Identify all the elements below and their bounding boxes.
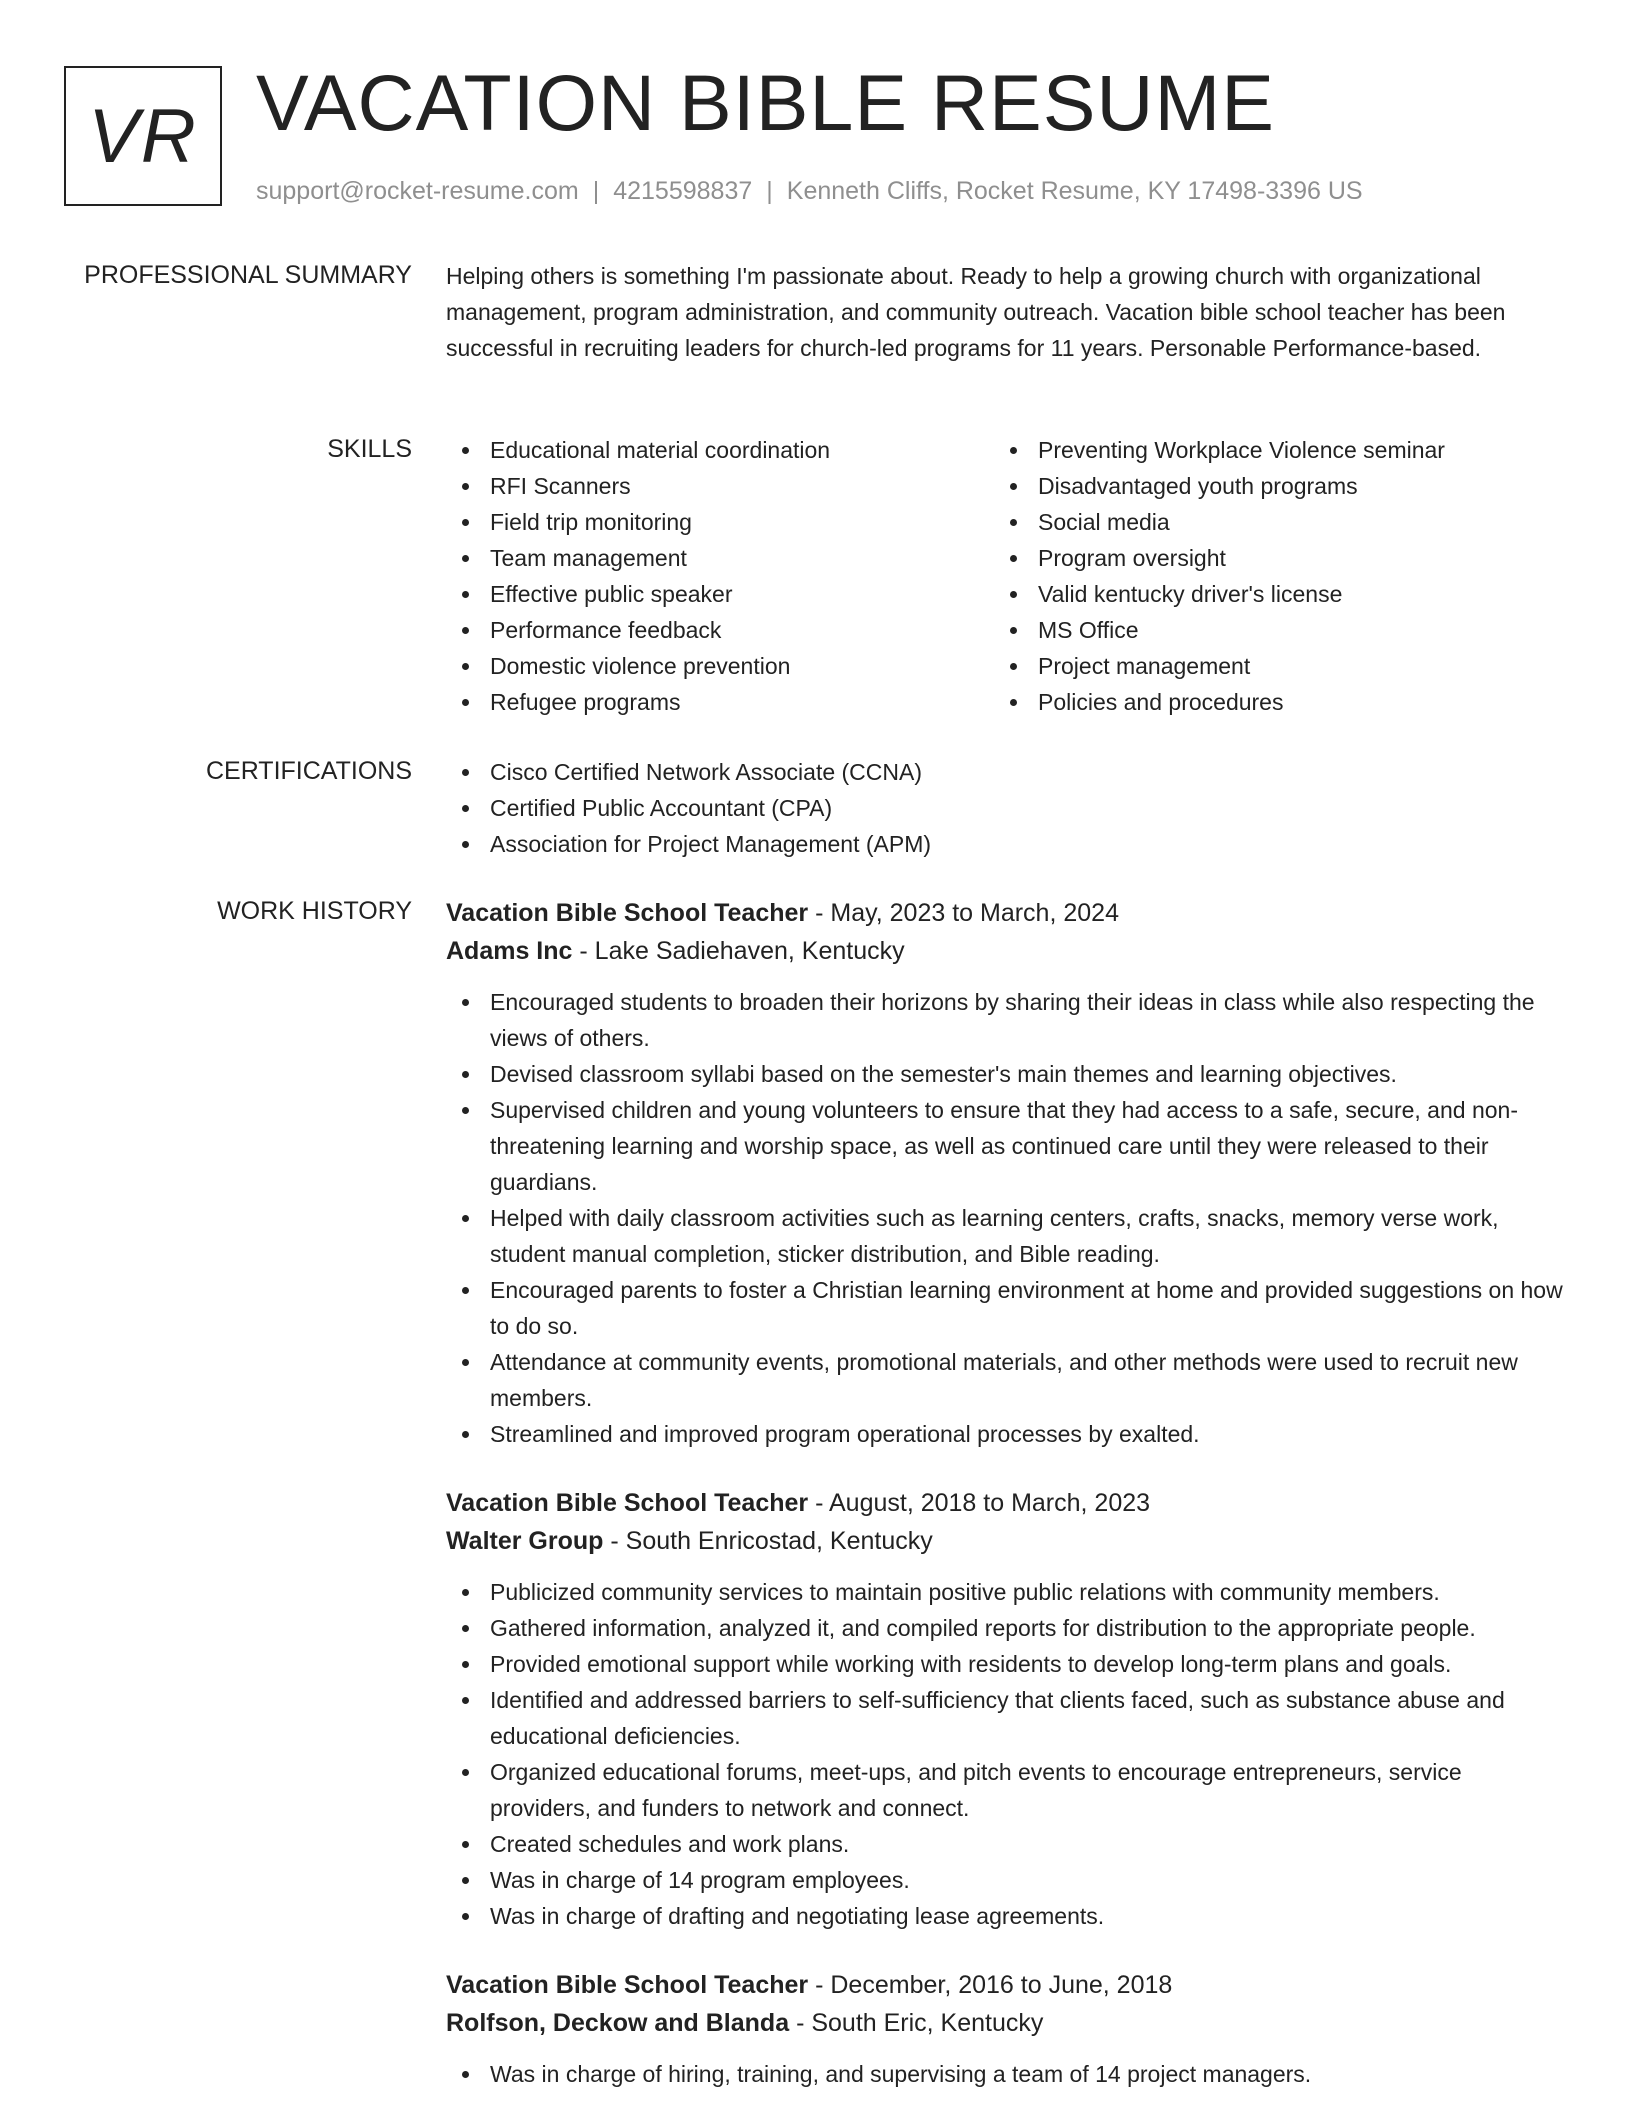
job-bullet: Organized educational forums, meet-ups, and pitch events to encourage entrepreneurs, service providers, and funders to network and connect.: [446, 1754, 1566, 1826]
job-bullet: Encouraged students to broaden their horizons by sharing their ideas in class while also respecting the views of others.: [446, 984, 1566, 1056]
job-bullet: Was in charge of hiring, training, and supervising a team of 14 project managers.: [446, 2056, 1566, 2092]
job-bullet: Helped with daily classroom activities such as learning centers, crafts, snacks, memory verse work, student manual completion, sticker distribution, and Bible reading.: [446, 1200, 1566, 1272]
summary-text: Helping others is something I'm passionate about. Ready to help a growing church with organizational management, program administration, and community outreach. Vacation bible school teacher has been successful in recruiting leaders for church-led programs for 11 years. Personable Performance-based.: [446, 263, 1506, 361]
job-location: - Lake Sadiehaven, Kentucky: [579, 937, 905, 965]
contact-separator: |: [592, 177, 600, 205]
summary-label: PROFESSIONAL SUMMARY: [84, 261, 412, 289]
skill-item: Preventing Workplace Violence seminar: [994, 432, 1542, 468]
job-title-line: [446, 1966, 1566, 2004]
skills-list-left: [446, 432, 994, 720]
skill-item: Project management: [994, 648, 1542, 684]
job-company: Adams Inc: [446, 937, 573, 965]
job-dates: - August, 2018 to March, 2023: [815, 1489, 1151, 1517]
monogram-box: [64, 66, 222, 206]
skill-item: Effective public speaker: [446, 576, 994, 612]
job-bullet: Devised classroom syllabi based on the semester's main themes and learning objectives.: [446, 1056, 1566, 1092]
resume-title: VACATION BIBLE RESUME: [256, 58, 1275, 147]
job-bullets: [446, 1574, 1566, 1934]
job-bullet: Was in charge of drafting and negotiating lease agreements.: [446, 1898, 1566, 1934]
skill-item: Field trip monitoring: [446, 504, 994, 540]
job-bullets: [446, 2056, 1566, 2092]
job-title-line: [446, 894, 1566, 932]
skill-item: Refugee programs: [446, 684, 994, 720]
skill-item: Domestic violence prevention: [446, 648, 994, 684]
job-company: Walter Group: [446, 1527, 604, 1555]
job-location: - South Enricostad, Kentucky: [610, 1527, 933, 1555]
monogram-initials: VR: [88, 93, 198, 179]
job-bullet: Identified and addressed barriers to self-sufficiency that clients faced, such as substance abuse and educational deficiencies.: [446, 1682, 1566, 1754]
job-bullet: Supervised children and young volunteers to ensure that they had access to a safe, secure, and non-threatening learning and worship space, as well as continued care until they were released to their guardians.: [446, 1092, 1566, 1200]
job-company-line: [446, 1522, 1566, 1560]
skill-item: Educational material coordination: [446, 432, 994, 468]
job-bullet: Gathered information, analyzed it, and compiled reports for distribution to the appropriate people.: [446, 1610, 1566, 1646]
skill-item: Policies and procedures: [994, 684, 1542, 720]
job-location: - South Eric, Kentucky: [796, 2009, 1044, 2037]
job-bullet: Encouraged parents to foster a Christian learning environment at home and provided suggestions on how to do so.: [446, 1272, 1566, 1344]
job-bullet: Created schedules and work plans.: [446, 1826, 1566, 1862]
skill-item: Program oversight: [994, 540, 1542, 576]
job-title: Vacation Bible School Teacher: [446, 899, 809, 927]
skill-item: Social media: [994, 504, 1542, 540]
contact-email[interactable]: support@rocket-resume.com: [256, 177, 579, 205]
certification-item: Certified Public Accountant (CPA): [446, 790, 1566, 826]
job-entry: [446, 894, 1566, 1452]
job-bullet: Provided emotional support while working with residents to develop long-term plans and goals.: [446, 1646, 1566, 1682]
job-bullet: Was in charge of 14 program employees.: [446, 1862, 1566, 1898]
skills-list-right: [994, 432, 1542, 720]
job-bullets: [446, 984, 1566, 1452]
job-title: Vacation Bible School Teacher: [446, 1971, 809, 1999]
job-company: Rolfson, Deckow and Blanda: [446, 2009, 790, 2037]
skill-item: Performance feedback: [446, 612, 994, 648]
skill-item: Disadvantaged youth programs: [994, 468, 1542, 504]
skill-item: MS Office: [994, 612, 1542, 648]
certifications-list: [446, 754, 1566, 862]
job-dates: - December, 2016 to June, 2018: [815, 1971, 1173, 1999]
skill-item: Team management: [446, 540, 994, 576]
certification-item: Cisco Certified Network Associate (CCNA): [446, 754, 1566, 790]
certifications-label: CERTIFICATIONS: [205, 757, 412, 785]
contact-separator: |: [766, 177, 773, 205]
contact-line: [256, 174, 1363, 208]
job-entry: [446, 1966, 1566, 2092]
skills-label: SKILLS: [327, 435, 412, 463]
skill-item: RFI Scanners: [446, 468, 994, 504]
job-dates: - May, 2023 to March, 2024: [815, 899, 1119, 927]
job-bullet: Publicized community services to maintain positive public relations with community members.: [446, 1574, 1566, 1610]
certification-item: Association for Project Management (APM): [446, 826, 1566, 862]
work-history-label: WORK HISTORY: [217, 897, 412, 925]
job-company-line: [446, 932, 1566, 970]
job-bullet: Streamlined and improved program operational processes by exalted.: [446, 1416, 1566, 1452]
job-company-line: [446, 2004, 1566, 2042]
job-title-line: [446, 1484, 1566, 1522]
job-bullet: Attendance at community events, promotional materials, and other methods were used to recruit new members.: [446, 1344, 1566, 1416]
skill-item: Valid kentucky driver's license: [994, 576, 1542, 612]
job-title: Vacation Bible School Teacher: [446, 1489, 809, 1517]
job-entry: [446, 1484, 1566, 1934]
contact-address: Kenneth Cliffs, Rocket Resume, KY 17498-3396 US: [786, 177, 1363, 205]
contact-phone[interactable]: 4215598837: [613, 177, 753, 205]
